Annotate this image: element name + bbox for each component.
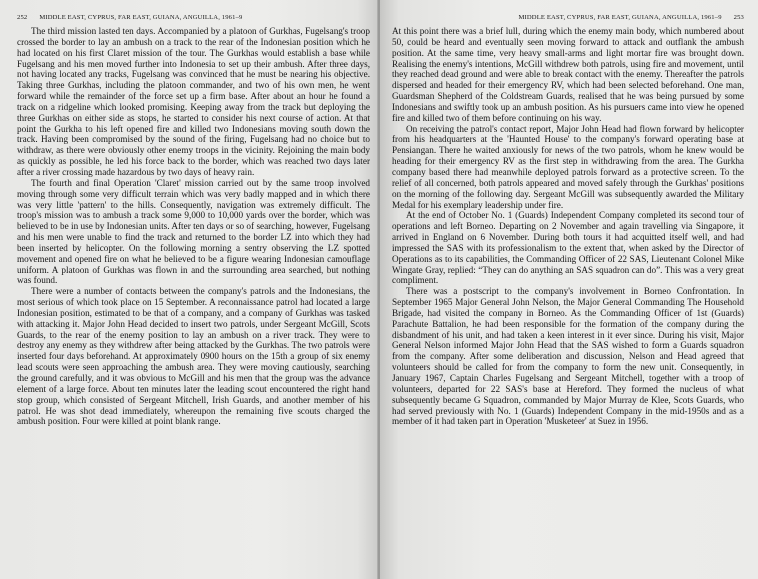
right-running-head (392, 13, 744, 23)
paragraph: The third mission lasted ten days. Accompanied by a platoon of Gurkhas, Fugelsang's troop crossed the border to lay an ambush on a track to the rear of the Indonesian position which he had located on his first Claret mission of the tour. The Gurkhas would establish a base while Fugelsang and his men moved further into Indonesia to set up their ambush. After three days, not having located any tracks, Fugelsang was convinced that he must be nearing his objective. Taking three Gurkhas, including the platoon commander, and two of his own men, he went forward while the remainder of the force set up a firm base. After about an hour he found a track on a ridgeline which looked promising. Keeping away from the track but deploying the three Gurkhas on either side as stops, he started to consider his next course of action. At that point the Gurkha to his left opened fire and killed two Indonesians moving south down the track. Having been compromised by the sound of the firing, Fugelsang had no choice but to withdraw, as there were obviously other enemy troops in the vicinity. Rejoining the main body as quickly as possible, he led his force back to the border, which was reached two days later after a river crossing made hazardous by two days of heavy rain. (17, 26, 370, 177)
paragraph: There were a number of contacts between the company's patrols and the Indonesians, the most serious of which took place on 15 September. A reconnaissance patrol had located a large Indonesian position, estimated to be that of a company, and a company of Gurkhas was tasked with attacking it. Major John Head decided to insert two patrols, under Sergeant McGill, Scots Guards, to the rear of the enemy position to lay an ambush on a river track. They were to destroy any enemy as they withdrew after being attacked by the Gurkhas. The two patrols were inserted four days beforehand. At approximately 0900 hours on the 15th a group of six enemy lead scouts were seen approaching the ambush area. They were moving cautiously, searching the ground carefully, and it was obvious to McGill and his men that the group was the advance element of a large force. About ten minutes later the leading scout encountered the right hand stop group, which consisted of Sergeant Mitchell, Irish Guards, and another member of his patrol. He was shot dead immediately, whereupon the remaining five scouts charged the ambush position. Four were killed at point blank range. (17, 286, 370, 427)
right-page-number: 253 (733, 14, 744, 21)
right-page (380, 0, 758, 579)
paragraph: The fourth and final Operation 'Claret' mission carried out by the same troop involved moving through some very difficult terrain which was very badly mapped and in which there was very little 'pattern' to the hills. Consequently, navigation was extremely difficult. The troop's mission was to ambush a track some 9,000 to 10,000 yards over the border, which was believed to be in use by Indonesian units. After ten days or so of searching, however, Fugelsang and his men were unable to find the track and returned to the border LZ into which they had been inserted by helicopter. On the following morning a sentry observing the LZ spotted movement and opened fire on what he believed to be a figure wearing Indonesian camouflage uniform. A platoon of Gurkhas was flown in and the surrounding area searched, but nothing was found. (17, 177, 370, 286)
left-page-body (17, 26, 370, 427)
left-page-number: 252 (17, 14, 28, 21)
paragraph: At the end of October No. 1 (Guards) Independent Company completed its second tour of operations and left Borneo. Departing on 2 November and again travelling via Singapore, it arrived in England on 6 November. During both tours it had acquitted itself well, and had impressed the SAS with its professionalism to the extent that, when asked by the Director of Operations as to its capabilities, the Commanding Officer of 22 SAS, Lieutenant Colonel Mike Wingate Gray, replied: “They can do anything an SAS squadron can do”. This was a very great compliment. (392, 210, 744, 286)
paragraph: At this point there was a brief lull, during which the enemy main body, which numbered about 50, could be heard and eventually seen moving forward to attack and outflank the ambush position. At the same time, very heavy small-arms and light mortar fire was brought down. Realising the enemy's intentions, McGill withdrew both patrols, using fire and movement, until they reached dead ground and were able to break contact with the enemy. Thereafter the patrols dispersed and headed for their emergency RV, which had been selected beforehand. One man, Guardsman Shepherd of the Coldstream Guards, realised that he was being pursued by some Indonesians and swiftly took up an ambush position. As his pursuers came into view he opened fire and killed two of them before continuing on his way. (392, 26, 744, 123)
left-running-title: MIDDLE EAST, CYPRUS, FAR EAST, GUIANA, ANGUILLA, 1961–9 (39, 14, 243, 21)
paragraph: There was a postscript to the company's involvement in Borneo Confrontation. In September 1965 Major General John Nelson, the Major General Commanding The Household Brigade, had visited the company in Borneo. As the Commanding Officer of 1st (Guards) Parachute Battalion, he had been responsible for the formation of the company during the disbandment of his unit, and had taken a keen interest in it ever since. During his visit, Major General Nelson informed Major John Head that the SAS wished to form a Guards squadron from the company. After some deliberation and discussion, Nelson and Head agreed that volunteers should be called for from the company to form the new unit. Consequently, in January 1967, Captain Charles Fugelsang and Sergeant Mitchell, together with a troop of volunteers, departed for 22 SAS's base at Hereford. They formed the nucleus of what subsequently became G Squadron, commanded by Major Murray de Klee, Scots Guards, who had served previously with No. 1 (Guards) Independent Company in the mid-1950s and as a member of it had taken part in Operation 'Musketeer' at Suez in 1956. (392, 286, 744, 427)
paragraph: On receiving the patrol's contact report, Major John Head had flown forward by helicopter from his headquarters at the 'Haunted House' to the company's forward operating base at Pensiangan. There he waited anxiously for news of the two patrols, whom he knew would be heading for their emergency RV as the first step in withdrawing from the area. The Gurkha company based there had meanwhile deployed patrols forward as a protective screen. To the relief of all concerned, both patrols appeared and moved safely through the Gurkhas' positions on the morning of the following day. Sergeant McGill was subsequently awarded the Military Medal for his exemplary leadership under fire. (392, 123, 744, 210)
left-running-head (17, 13, 370, 23)
right-page-body (392, 26, 744, 427)
right-running-title: MIDDLE EAST, CYPRUS, FAR EAST, GUIANA, ANGUILLA, 1961–9 (518, 14, 722, 21)
